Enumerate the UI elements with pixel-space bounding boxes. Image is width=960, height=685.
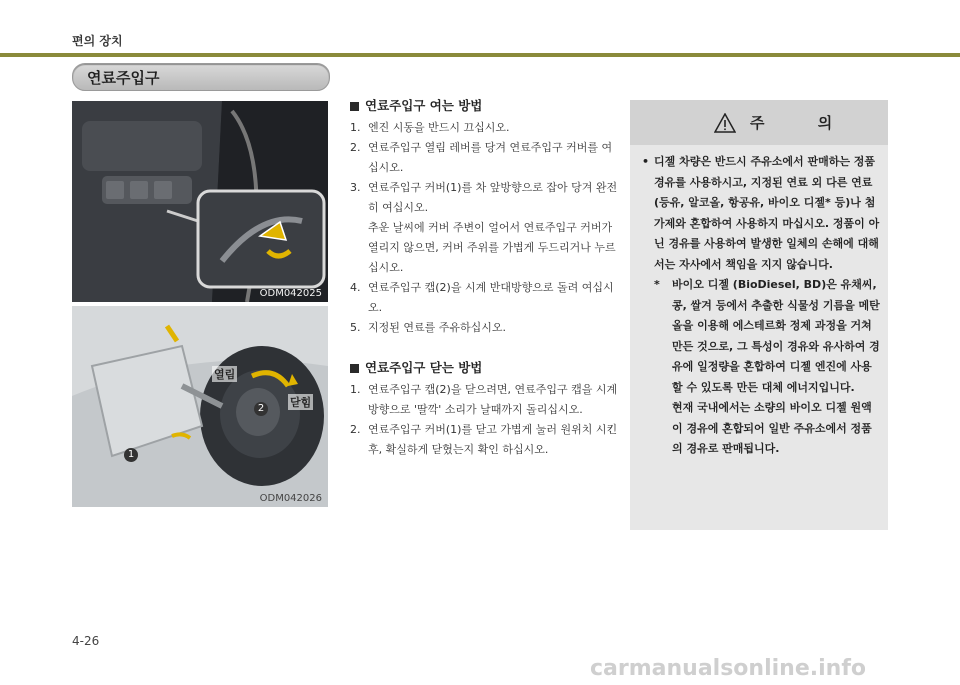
watermark: carmanualsonline.info <box>590 656 866 681</box>
open-step: 4. 연료주입구 캡(2)을 시계 반대방향으로 돌려 여십시오. <box>350 281 614 314</box>
caution-body <box>642 152 882 460</box>
close-step: 2. 연료주입구 커버(1)를 닫고 가볍게 눌러 원위치 시킨 후, 확실하게 닫혔는지 확인 하십시오. <box>350 423 618 456</box>
open-step: 2. 연료주입구 열림 레버를 당겨 연료주입구 커버를 여십시오. <box>350 141 613 174</box>
caution-box <box>630 100 888 530</box>
page-header <box>0 0 960 56</box>
open-label: 열림 <box>214 368 236 381</box>
close-heading: 연료주입구 닫는 방법 <box>350 358 620 378</box>
biodiesel-note: * 바이오 디젤 (BioDiesel, BD)은 유채씨, 콩, 쌀겨 등에서 추출한 식물성 기름을 메탄올을 이용해 에스테르화 정제 과정을 거쳐 만든 것으로, 그 특성이 경유와 유사하여 경유에 일정량을 혼합하여 디젤 엔진에 사용할 수 있도록 만든 대체 에너지입니다. <box>654 278 880 394</box>
open-heading: 연료주입구 여는 방법 <box>350 96 620 116</box>
cold-weather-note: 추운 날씨에 커버 주변이 얼어서 연료주입구 커버가 열리지 않으면, 커버 주위를 가볍게 두드리거나 누르십시오. <box>368 221 616 274</box>
chapter-title: 편의 장치 <box>72 34 123 48</box>
photo-code: ODM042026 <box>259 493 322 504</box>
photo-code: ODM042025 <box>259 288 322 299</box>
section-title-pill <box>72 63 330 91</box>
caution-header <box>630 100 888 145</box>
close-label: 닫힘 <box>290 396 312 409</box>
open-step: 1. 엔진 시동을 반드시 끄십시오. <box>350 121 510 134</box>
warning-triangle-icon <box>714 113 736 133</box>
section-title: 연료주입구 <box>87 69 160 87</box>
marker-2: 2 <box>254 402 268 416</box>
fuel-door-photo <box>72 306 328 507</box>
caution-title: 주 의 <box>750 114 857 132</box>
biodiesel-note-2: 현재 국내에서는 소량의 바이오 디젤 원액이 경유에 혼합되어 일반 주유소에서 정품의 경유로 판매됩니다. <box>672 401 872 455</box>
heading-bullet-icon <box>350 102 359 111</box>
marker-1: 1 <box>124 448 138 462</box>
open-step: 3. 연료주입구 커버(1)를 차 앞방향으로 잡아 당겨 완전히 여십시오. <box>350 181 618 214</box>
header-divider <box>0 53 960 57</box>
close-step: 1. 연료주입구 캡(2)을 닫으려면, 연료주입구 캡을 시계방향으로 '딸깍' 소리가 날때까지 돌리십시오. <box>350 383 618 416</box>
page-number: 4-26 <box>72 634 100 648</box>
open-step: 5. 지정된 연료를 주유하십시오. <box>350 321 507 334</box>
fuel-lever-illustration <box>72 101 328 302</box>
heading-bullet-icon <box>350 364 359 373</box>
fuel-lever-photo <box>72 101 328 302</box>
instructions-column <box>350 96 620 460</box>
caution-item: • 디젤 차량은 반드시 주유소에서 판매하는 정품 경유를 사용하시고, 지정된 연료 외 다른 연료(등유, 알코올, 항공유, 바이오 디젤* 등)나 첨가제와 혼합하여 사용하지 마십시오. 정품이 아닌 경유를 사용하여 발생한 일체의 손해에 대해서는 자사에서 책임을 지지 않습니다. <box>642 155 880 271</box>
